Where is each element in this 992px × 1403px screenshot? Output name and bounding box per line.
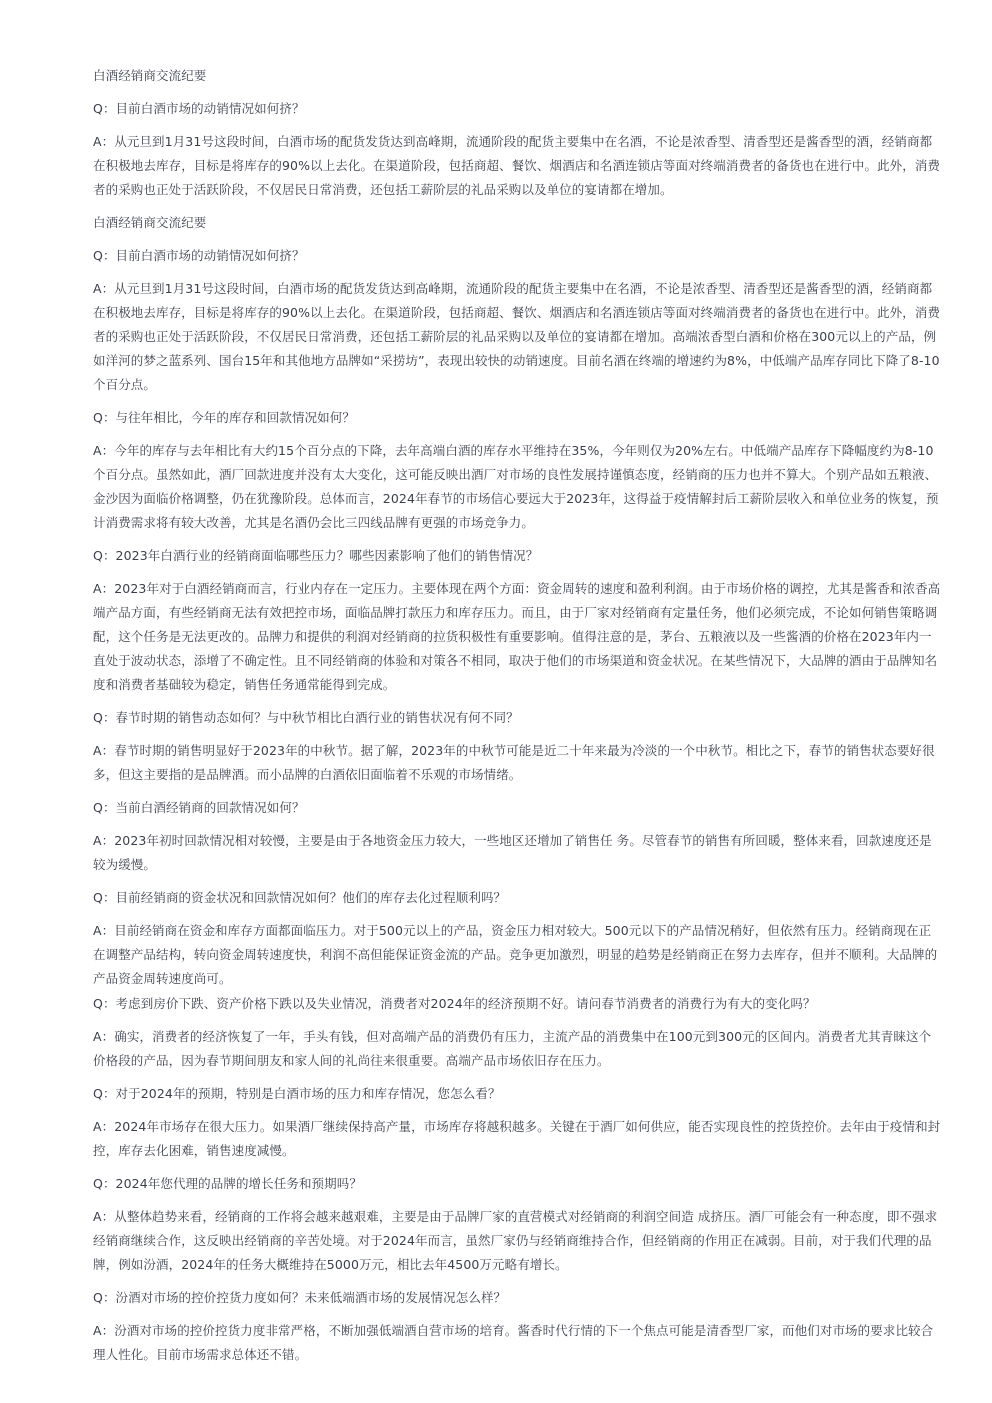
question-text: Q：对于2024年的预期，特别是白酒市场的压力和库存情况，您怎么看？ [93,1086,501,1101]
question-text: Q：目前白酒市场的动销情况如何挤？ [93,101,305,116]
question-text: Q：春节时期的销售动态如何？与中秋节相比白酒行业的销售状况有何不同？ [93,710,519,725]
question-text: Q：目前经销商的资金状况和回款情况如何？他们的库存去化过程顺利吗？ [93,890,507,905]
answer-text: A：从元旦到1月31号这段时间，白酒市场的配货发货达到高峰期，流通阶段的配货主要集中在名酒，不论是浓香型、清香型还是酱香型的酒，经销商都在积极地去库存，目标是将库存的90%以上去化。在渠道阶段，包括商超、餐饮、烟酒店和名酒连锁店等面对终端消费者的备货也在进行中。此外，消费者的采购也正处于活跃阶段，不仅居民日常消费，还包括工薪阶层的礼品采购以及单位的宴请都在增加。 [93,134,941,197]
question-text: Q：目前白酒市场的动销情况如何挤？ [93,248,305,263]
answer-text: A：春节时期的销售明显好于2023年的中秋节。据了解，2023年的中秋节可能是近二十年来最为冷淡的一个中秋节。相比之下，春节的销售状态要好很多，但这主要指的是品牌酒。而小品牌的白酒依旧面临着不乐观的市场情绪。 [93,743,935,782]
question-text: Q：2024年您代理的品牌的增长任务和预期吗？ [93,1176,362,1191]
answer-text: A：2024年市场存在很大压力。如果酒厂继续保持高产量，市场库存将越积越多。关键在于酒厂如何供应，能否实现良性的控货控价。去年由于疫情和封控，库存去化困难，销售速度减慢。 [93,1119,941,1158]
answer-text: A：今年的库存与去年相比有大约15个百分点的下降，去年高端白酒的库存水平维持在35%，今年则仅为20%左右。中低端产品库存下降幅度约为8-10个百分点。虽然如此，酒厂回款进度并没有太大变化，这可能反映出酒厂对市场的良性发展持谨慎态度，经销商的压力也并不算大。个别产品如五粮液、金沙因为面临价格调整，仍在犹豫阶段。总体而言，2024年春节的市场信心要远大于2023年，这得益于疫情解封后工薪阶层收入和单位业务的恢复，预计消费需求将有较大改善，尤其是名酒仍会比三四线品牌有更强的市场竞争力。 [93,443,939,530]
question-text: Q：2023年白酒行业的经销商面临哪些压力？哪些因素影响了他们的销售情况？ [93,548,539,563]
document-body [93,64,943,1367]
question-text: Q：汾酒对市场的控价控货力度如何？未来低端酒市场的发展情况怎么样？ [93,1290,507,1305]
question-text: Q：当前白酒经销商的回款情况如何？ [93,800,305,815]
question-text: Q：考虑到房价下跌、资产价格下跌以及失业情况，消费者对2024年的经济预期不好。请问春节消费者的消费行为有大的变化吗？ [93,996,816,1011]
answer-text: A：目前经销商在资金和库存方面都面临压力。对于500元以上的产品，资金压力相对较大。500元以下的产品情况稍好，但依然有压力。经销商现在正在调整产品结构，转向资金周转速度快，利润不高但能保证资金流的产品。竞争更加激烈，明显的趋势是经销商正在努力去库存，但并不顺利。大品牌的产品资金周转速度尚可。 [93,923,938,986]
answer-text: A：确实，消费者的经济恢复了一年，手头有钱，但对高端产品的消费仍有压力，主流产品的消费集中在100元到300元的区间内。消费者尤其青睐这个价格段的产品，因为春节期间朋友和家人间的礼尚往来很重要。高端产品市场依旧存在压力。 [93,1029,932,1068]
answer-text: A：从元旦到1月31号这段时间，白酒市场的配货发货达到高峰期，流通阶段的配货主要集中在名酒，不论是浓香型、清香型还是酱香型的酒，经销商都在积极地去库存，目标是将库存的90%以上去化。在渠道阶段，包括商超、餐饮、烟酒店和名酒连锁店等面对终端消费者的备货也在进行中。此外，消费者的采购也正处于活跃阶段，不仅居民日常消费，还包括工薪阶层的礼品采购以及单位的宴请都在增加。高端浓香型白酒和价格在300元以上的产品，例如洋河的梦之蓝系列、国台15年和其他地方品牌如“采捞坊”，表现出较快的动销速度。目前名酒在终端的增速约为8%，中低端产品库存同比下降了8-10个百分点。 [93,281,941,392]
answer-text: A：从整体趋势来看，经销商的工作将会越来越艰难，主要是由于品牌厂家的直营模式对经销商的利润空间造 成挤压。酒厂可能会有一种态度，即不强求经销商继续合作，这反映出经销商的辛苦处境。对于2024年而言，虽然厂家仍与经销商维持合作，但经销商的作用正在减弱。目前，对于我们代理的品牌，例如汾酒，2024年的任务大概维持在5000万元，相比去年4500万元略有增长。 [93,1209,938,1272]
answer-text: A：2023年对于白酒经销商而言，行业内存在一定压力。主要体现在两个方面：资金周转的速度和盈利利润。由于市场价格的调控，尤其是酱香和浓香高端产品方面，有些经销商无法有效把控市场，面临品牌打款压力和库存压力。而且，由于厂家对经销商有定量任务，他们必须完成，不论如何销售策略调配，这个任务是无法更改的。品牌力和提供的利润对经销商的拉货积极性有重要影响。值得注意的是，茅台、五粮液以及一些酱酒的价格在2023年内一直处于波动状态，添增了不确定性。且不同经销商的体验和对策各不相同，取决于他们的市场渠道和资金状况。在某些情况下，大品牌的酒由于品牌知名度和消费者基础较为稳定，销售任务通常能得到完成。 [93,581,941,692]
answer-text: A：2023年初时回款情况相对较慢，主要是由于各地资金压力较大，一些地区还增加了销售任 务。尽管春节的销售有所回暖，整体来看，回款速度还是较为缓慢。 [93,833,932,872]
answer-text: A：汾酒对市场的控价控货力度非常严格，不断加强低端酒自营市场的培育。酱香时代行情的下一个焦点可能是清香型厂家，而他们对市场的要求比较合理人性化。目前市场需求总体还不错。 [93,1323,934,1362]
document-title: 白酒经销商交流纪要 [93,68,207,83]
document-title: 白酒经销商交流纪要 [93,215,207,230]
question-text: Q：与往年相比，今年的库存和回款情况如何？ [93,410,355,425]
